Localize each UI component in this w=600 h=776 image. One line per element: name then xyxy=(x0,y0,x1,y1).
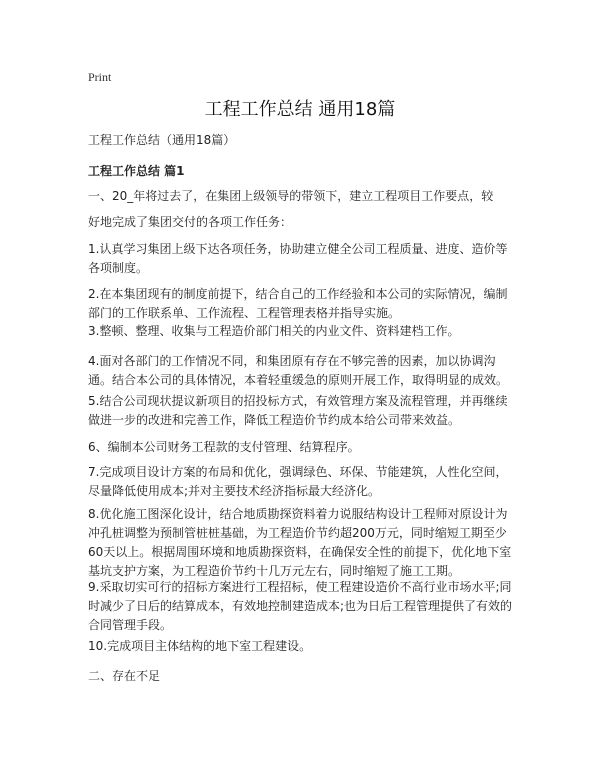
list-item: 2.在本集团现有的制度前提下，结合自己的工作经验和本公司的实际情况，编制部门的工作联系单、工作流程、工程管理表格并指导实施。 xyxy=(88,287,508,320)
document-subtitle: 工程工作总结（通用18篇） xyxy=(88,133,236,147)
section-two-heading: 二、存在不足 xyxy=(88,669,161,683)
intro-line-2: 好地完成了集团交付的各项工作任务： xyxy=(88,215,293,229)
section-heading: 工程工作总结 篇1 xyxy=(88,164,185,178)
print-link[interactable]: Print xyxy=(88,70,112,84)
page-title: 工程工作总结 通用18篇 xyxy=(204,99,396,120)
list-item: 9.采取切实可行的招标方案进行工程招标，使工程建设造价不高行业市场水平;同时减少了日后的结算成本，有效地控制建造成本;也为日后工程管理提供了有效的合同管理手段。 xyxy=(88,580,513,632)
list-item: 10.完成项目主体结构的地下室工程建设。 xyxy=(88,639,312,653)
list-item: 4.面对各部门的工作情况不同，和集团原有存在不够完善的因素，加以协调沟通。结合本公司的具体情况，本着轻重缓急的原则开展工作，取得明显的成效。 xyxy=(88,354,509,387)
list-item: 1.认真学习集团上级下达各项任务，协助建立健全公司工程质量、进度、造价等各项制度。 xyxy=(88,242,508,275)
list-item: 7.完成项目设计方案的布局和优化，强调绿色、环保、节能建筑，人性化空间，尽量降低使用成本;并对主要技术经济指标最大经济化。 xyxy=(88,465,508,498)
list-item: 8.优化施工图深化设计，结合地质勘探资料着力说服结构设计工程师对原设计为冲孔桩调整为预制管桩桩基础，为工程造价节约超200万元，同时缩短工期至少60天以上。根据周围环境和地质勘探资料，在确保安全性的前提下，优化地下室基坑支护方案，为工程造价节约十几万元左右，同时缩短了施工工期。 xyxy=(88,507,512,578)
list-item: 3.整顿、整理、收集与工程造价部门相关的内业文件、资料建档工作。 xyxy=(88,324,460,338)
list-item: 6、编制本公司财务工程款的支付管理、结算程序。 xyxy=(88,440,360,454)
list-item: 5.结合公司现状提议新项目的招投标方式，有效管理方案及流程管理，并再继续做进一步的改进和完善工作，降低工程造价节约成本给公司带来效益。 xyxy=(88,394,508,427)
intro-line-1: 一、20_年将过去了，在集团上级领导的带领下，建立工程项目工作要点，较 xyxy=(88,189,494,203)
